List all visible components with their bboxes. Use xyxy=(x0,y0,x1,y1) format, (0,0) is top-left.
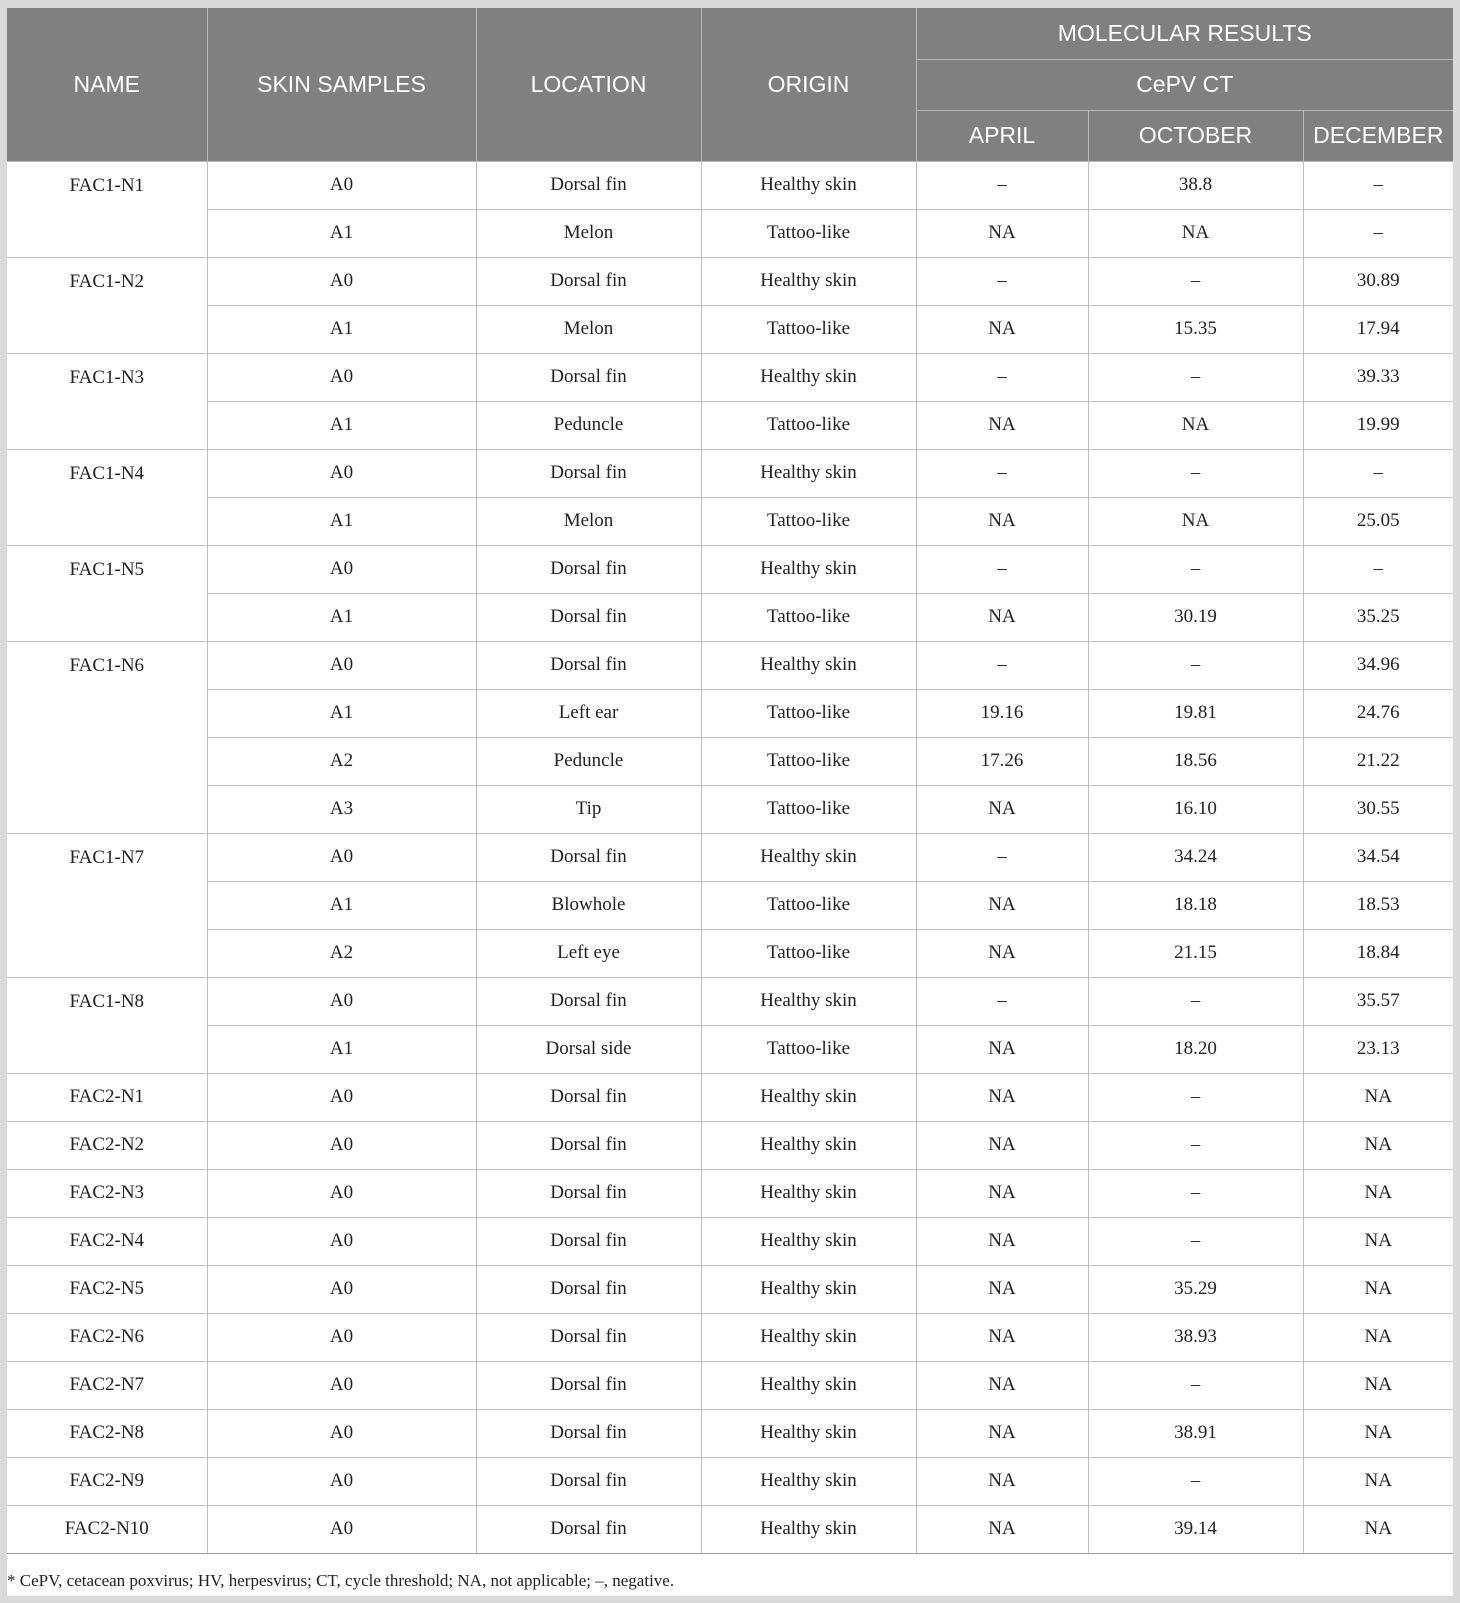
table-row xyxy=(7,593,1453,641)
cell-april: NA xyxy=(916,593,1088,641)
table-row xyxy=(7,353,1453,401)
cell-april: – xyxy=(916,449,1088,497)
cell-sample: A1 xyxy=(207,401,476,449)
table-row xyxy=(7,641,1453,689)
cell-name: FAC1-N5 xyxy=(7,545,207,641)
cell-location: Dorsal fin xyxy=(476,1409,701,1457)
cell-location: Dorsal fin xyxy=(476,1169,701,1217)
cell-origin: Healthy skin xyxy=(701,1409,916,1457)
cell-december: – xyxy=(1303,449,1453,497)
table-row xyxy=(7,1313,1453,1361)
cell-april: NA xyxy=(916,1025,1088,1073)
cell-location: Tip xyxy=(476,785,701,833)
cell-origin: Tattoo-like xyxy=(701,401,916,449)
cell-location: Peduncle xyxy=(476,401,701,449)
table-row xyxy=(7,977,1453,1025)
cell-april: – xyxy=(916,257,1088,305)
header-skin-samples: SKIN SAMPLES xyxy=(207,8,476,161)
cell-april: NA xyxy=(916,1265,1088,1313)
cell-sample: A1 xyxy=(207,1025,476,1073)
cell-location: Dorsal fin xyxy=(476,1073,701,1121)
molecular-results-table xyxy=(7,8,1453,1554)
cell-december: 39.33 xyxy=(1303,353,1453,401)
cell-december: 34.54 xyxy=(1303,833,1453,881)
cell-december: 30.55 xyxy=(1303,785,1453,833)
cell-origin: Tattoo-like xyxy=(701,881,916,929)
table-row xyxy=(7,1505,1453,1553)
cell-april: 17.26 xyxy=(916,737,1088,785)
cell-april: – xyxy=(916,545,1088,593)
cell-name: FAC1-N3 xyxy=(7,353,207,449)
cell-december: NA xyxy=(1303,1073,1453,1121)
table-footnote: * CePV, cetacean poxvirus; HV, herpesvirus; CT, cycle threshold; NA, not applicable; –, negative. xyxy=(7,1571,675,1590)
cell-april: 19.16 xyxy=(916,689,1088,737)
cell-december: NA xyxy=(1303,1121,1453,1169)
cell-october: – xyxy=(1088,977,1303,1025)
cell-location: Dorsal side xyxy=(476,1025,701,1073)
cell-october: 34.24 xyxy=(1088,833,1303,881)
cell-origin: Healthy skin xyxy=(701,449,916,497)
cell-name: FAC2-N7 xyxy=(7,1361,207,1409)
cell-name: FAC2-N1 xyxy=(7,1073,207,1121)
cell-october: 38.93 xyxy=(1088,1313,1303,1361)
cell-april: NA xyxy=(916,881,1088,929)
cell-december: 23.13 xyxy=(1303,1025,1453,1073)
cell-sample: A2 xyxy=(207,737,476,785)
cell-october: 38.91 xyxy=(1088,1409,1303,1457)
table-row xyxy=(7,929,1453,977)
cell-sample: A0 xyxy=(207,449,476,497)
cell-april: NA xyxy=(916,1361,1088,1409)
cell-april: NA xyxy=(916,1457,1088,1505)
cell-april: NA xyxy=(916,305,1088,353)
cell-sample: A0 xyxy=(207,1169,476,1217)
cell-name: FAC2-N3 xyxy=(7,1169,207,1217)
table-row xyxy=(7,1361,1453,1409)
header-april: APRIL xyxy=(916,110,1088,161)
table-row xyxy=(7,737,1453,785)
cell-location: Dorsal fin xyxy=(476,593,701,641)
cell-location: Dorsal fin xyxy=(476,257,701,305)
cell-location: Dorsal fin xyxy=(476,1265,701,1313)
cell-december: 24.76 xyxy=(1303,689,1453,737)
results-table-sheet xyxy=(7,8,1453,1596)
cell-december: 18.84 xyxy=(1303,929,1453,977)
table-row xyxy=(7,497,1453,545)
cell-name: FAC2-N5 xyxy=(7,1265,207,1313)
cell-name: FAC1-N4 xyxy=(7,449,207,545)
cell-name: FAC2-N2 xyxy=(7,1121,207,1169)
cell-october: 18.20 xyxy=(1088,1025,1303,1073)
cell-december: 30.89 xyxy=(1303,257,1453,305)
cell-location: Dorsal fin xyxy=(476,1217,701,1265)
cell-sample: A0 xyxy=(207,1409,476,1457)
table-row xyxy=(7,833,1453,881)
table-row xyxy=(7,1169,1453,1217)
cell-december: 35.57 xyxy=(1303,977,1453,1025)
cell-october: 15.35 xyxy=(1088,305,1303,353)
cell-december: – xyxy=(1303,161,1453,209)
cell-sample: A0 xyxy=(207,1505,476,1553)
cell-october: – xyxy=(1088,449,1303,497)
cell-origin: Healthy skin xyxy=(701,353,916,401)
cell-location: Left ear xyxy=(476,689,701,737)
cell-origin: Tattoo-like xyxy=(701,1025,916,1073)
cell-location: Melon xyxy=(476,305,701,353)
cell-sample: A0 xyxy=(207,257,476,305)
cell-december: 35.25 xyxy=(1303,593,1453,641)
cell-april: NA xyxy=(916,1505,1088,1553)
cell-december: 21.22 xyxy=(1303,737,1453,785)
cell-december: – xyxy=(1303,545,1453,593)
cell-sample: A0 xyxy=(207,161,476,209)
cell-name: FAC1-N1 xyxy=(7,161,207,257)
cell-location: Dorsal fin xyxy=(476,833,701,881)
cell-december: NA xyxy=(1303,1457,1453,1505)
cell-origin: Tattoo-like xyxy=(701,737,916,785)
cell-location: Dorsal fin xyxy=(476,353,701,401)
cell-sample: A0 xyxy=(207,1073,476,1121)
cell-october: – xyxy=(1088,1169,1303,1217)
cell-sample: A2 xyxy=(207,929,476,977)
header-october: OCTOBER xyxy=(1088,110,1303,161)
table-row xyxy=(7,1121,1453,1169)
table-body xyxy=(7,161,1453,1553)
cell-origin: Tattoo-like xyxy=(701,305,916,353)
cell-location: Dorsal fin xyxy=(476,1361,701,1409)
cell-october: 30.19 xyxy=(1088,593,1303,641)
cell-origin: Healthy skin xyxy=(701,1265,916,1313)
cell-location: Peduncle xyxy=(476,737,701,785)
cell-origin: Healthy skin xyxy=(701,641,916,689)
cell-december: NA xyxy=(1303,1361,1453,1409)
cell-name: FAC1-N6 xyxy=(7,641,207,833)
cell-sample: A0 xyxy=(207,641,476,689)
table-row xyxy=(7,1265,1453,1313)
cell-origin: Healthy skin xyxy=(701,1457,916,1505)
table-row xyxy=(7,161,1453,209)
cell-october: NA xyxy=(1088,401,1303,449)
cell-location: Blowhole xyxy=(476,881,701,929)
cell-origin: Healthy skin xyxy=(701,977,916,1025)
cell-sample: A0 xyxy=(207,1217,476,1265)
header-location: LOCATION xyxy=(476,8,701,161)
cell-sample: A0 xyxy=(207,1265,476,1313)
table-row xyxy=(7,1457,1453,1505)
cell-april: NA xyxy=(916,497,1088,545)
cell-october: – xyxy=(1088,1457,1303,1505)
cell-location: Left eye xyxy=(476,929,701,977)
cell-location: Dorsal fin xyxy=(476,1505,701,1553)
cell-origin: Healthy skin xyxy=(701,1361,916,1409)
header-cepv-ct: CePV CT xyxy=(916,59,1453,110)
cell-october: – xyxy=(1088,1073,1303,1121)
cell-origin: Healthy skin xyxy=(701,1313,916,1361)
cell-sample: A0 xyxy=(207,833,476,881)
cell-origin: Tattoo-like xyxy=(701,209,916,257)
cell-december: NA xyxy=(1303,1409,1453,1457)
cell-december: 19.99 xyxy=(1303,401,1453,449)
cell-sample: A1 xyxy=(207,305,476,353)
cell-april: NA xyxy=(916,401,1088,449)
cell-october: – xyxy=(1088,545,1303,593)
header-molecular-results: MOLECULAR RESULTS xyxy=(916,8,1453,59)
cell-december: NA xyxy=(1303,1169,1453,1217)
cell-location: Dorsal fin xyxy=(476,1121,701,1169)
header-origin: ORIGIN xyxy=(701,8,916,161)
table-row xyxy=(7,1073,1453,1121)
cell-sample: A0 xyxy=(207,353,476,401)
cell-december: NA xyxy=(1303,1217,1453,1265)
cell-october: – xyxy=(1088,1121,1303,1169)
cell-december: 17.94 xyxy=(1303,305,1453,353)
cell-origin: Tattoo-like xyxy=(701,785,916,833)
table-row xyxy=(7,401,1453,449)
table-row xyxy=(7,1025,1453,1073)
cell-october: – xyxy=(1088,1217,1303,1265)
cell-april: NA xyxy=(916,1073,1088,1121)
cell-sample: A3 xyxy=(207,785,476,833)
cell-sample: A1 xyxy=(207,689,476,737)
cell-april: NA xyxy=(916,209,1088,257)
cell-april: NA xyxy=(916,1121,1088,1169)
cell-sample: A1 xyxy=(207,593,476,641)
cell-origin: Healthy skin xyxy=(701,1073,916,1121)
cell-location: Dorsal fin xyxy=(476,1457,701,1505)
cell-april: NA xyxy=(916,1313,1088,1361)
cell-name: FAC2-N10 xyxy=(7,1505,207,1553)
cell-sample: A0 xyxy=(207,545,476,593)
cell-october: – xyxy=(1088,353,1303,401)
cell-april: – xyxy=(916,833,1088,881)
cell-october: NA xyxy=(1088,209,1303,257)
cell-april: NA xyxy=(916,785,1088,833)
cell-october: NA xyxy=(1088,497,1303,545)
cell-origin: Healthy skin xyxy=(701,1505,916,1553)
cell-april: – xyxy=(916,161,1088,209)
table-row xyxy=(7,257,1453,305)
cell-december: NA xyxy=(1303,1313,1453,1361)
cell-april: NA xyxy=(916,1409,1088,1457)
header-name: NAME xyxy=(7,8,207,161)
table-row xyxy=(7,545,1453,593)
cell-location: Melon xyxy=(476,209,701,257)
cell-sample: A0 xyxy=(207,977,476,1025)
table-header xyxy=(7,8,1453,161)
cell-name: FAC2-N6 xyxy=(7,1313,207,1361)
cell-sample: A0 xyxy=(207,1313,476,1361)
cell-april: – xyxy=(916,641,1088,689)
cell-location: Dorsal fin xyxy=(476,641,701,689)
table-row xyxy=(7,305,1453,353)
cell-december: 34.96 xyxy=(1303,641,1453,689)
cell-december: – xyxy=(1303,209,1453,257)
cell-october: 21.15 xyxy=(1088,929,1303,977)
cell-october: 18.56 xyxy=(1088,737,1303,785)
cell-october: 19.81 xyxy=(1088,689,1303,737)
cell-december: NA xyxy=(1303,1505,1453,1553)
table-row xyxy=(7,1409,1453,1457)
cell-origin: Healthy skin xyxy=(701,257,916,305)
cell-december: 25.05 xyxy=(1303,497,1453,545)
cell-origin: Healthy skin xyxy=(701,1169,916,1217)
cell-name: FAC2-N4 xyxy=(7,1217,207,1265)
cell-december: NA xyxy=(1303,1265,1453,1313)
cell-location: Dorsal fin xyxy=(476,161,701,209)
cell-name: FAC1-N2 xyxy=(7,257,207,353)
cell-origin: Healthy skin xyxy=(701,833,916,881)
cell-sample: A1 xyxy=(207,881,476,929)
cell-october: 16.10 xyxy=(1088,785,1303,833)
cell-april: NA xyxy=(916,929,1088,977)
table-row xyxy=(7,1217,1453,1265)
cell-april: NA xyxy=(916,1217,1088,1265)
cell-location: Melon xyxy=(476,497,701,545)
table-row xyxy=(7,689,1453,737)
cell-october: 39.14 xyxy=(1088,1505,1303,1553)
cell-location: Dorsal fin xyxy=(476,449,701,497)
cell-origin: Healthy skin xyxy=(701,545,916,593)
cell-origin: Healthy skin xyxy=(701,161,916,209)
cell-origin: Tattoo-like xyxy=(701,593,916,641)
cell-origin: Healthy skin xyxy=(701,1217,916,1265)
cell-sample: A1 xyxy=(207,209,476,257)
table-row xyxy=(7,449,1453,497)
cell-sample: A0 xyxy=(207,1121,476,1169)
cell-location: Dorsal fin xyxy=(476,977,701,1025)
cell-october: – xyxy=(1088,641,1303,689)
cell-location: Dorsal fin xyxy=(476,545,701,593)
cell-origin: Tattoo-like xyxy=(701,497,916,545)
cell-december: 18.53 xyxy=(1303,881,1453,929)
cell-origin: Tattoo-like xyxy=(701,929,916,977)
cell-october: – xyxy=(1088,1361,1303,1409)
table-row xyxy=(7,785,1453,833)
cell-april: NA xyxy=(916,1169,1088,1217)
cell-sample: A0 xyxy=(207,1457,476,1505)
cell-sample: A0 xyxy=(207,1361,476,1409)
cell-october: – xyxy=(1088,257,1303,305)
cell-name: FAC2-N8 xyxy=(7,1409,207,1457)
cell-name: FAC1-N7 xyxy=(7,833,207,977)
cell-name: FAC2-N9 xyxy=(7,1457,207,1505)
cell-april: – xyxy=(916,977,1088,1025)
table-row xyxy=(7,209,1453,257)
cell-origin: Healthy skin xyxy=(701,1121,916,1169)
cell-october: 38.8 xyxy=(1088,161,1303,209)
cell-october: 35.29 xyxy=(1088,1265,1303,1313)
cell-name: FAC1-N8 xyxy=(7,977,207,1073)
cell-origin: Tattoo-like xyxy=(701,689,916,737)
cell-october: 18.18 xyxy=(1088,881,1303,929)
cell-april: – xyxy=(916,353,1088,401)
cell-sample: A1 xyxy=(207,497,476,545)
cell-location: Dorsal fin xyxy=(476,1313,701,1361)
table-row xyxy=(7,881,1453,929)
header-december: DECEMBER xyxy=(1303,110,1453,161)
